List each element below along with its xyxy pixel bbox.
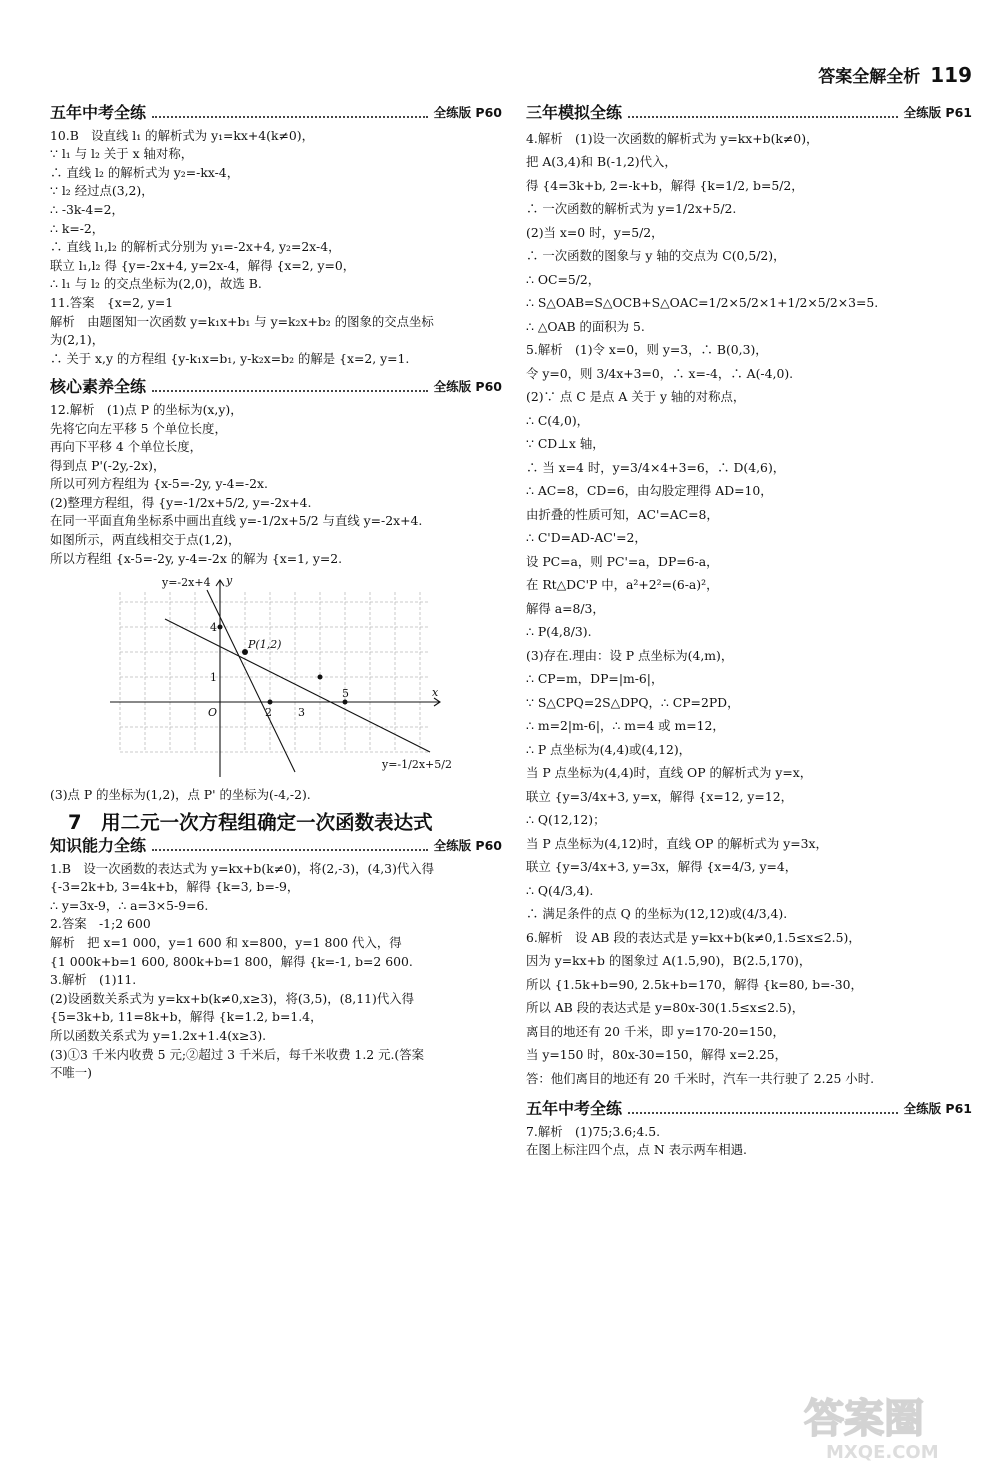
label-line1: y=-2x+4	[162, 576, 211, 590]
answer-line: 由折叠的性质可知，AC'=AC=8，	[526, 506, 719, 522]
answer-line: 在图上标注四个点，点 N 表示两车相遇.	[526, 1142, 747, 1158]
answer-block	[526, 127, 972, 1091]
answer-block	[50, 860, 502, 1083]
answer-line: 5.解析 (1)令 x=0，则 y=3，∴ B(0,3)，	[526, 342, 768, 358]
answer-line: 再向下平移 4 个单位长度，	[50, 439, 203, 455]
answer-block	[50, 127, 502, 369]
answer-line: ∴ 直线 l₂ 的解析式为 y₂=-kx-4，	[50, 164, 240, 180]
answer-line: 所以方程组 {x-5=-2y, y-4=-2x 的解为 {x=1, y=2.	[50, 550, 343, 566]
section-heading: 五年中考全练 全练版 P61	[526, 1099, 972, 1119]
answer-line: ∴ △OAB 的面积为 5.	[526, 318, 645, 334]
answer-line: {1 000k+b=1 600, 800k+b=1 800，解得 {k=-1, b=2 600.	[50, 953, 413, 969]
answer-line: 联立 {y=3/4x+3, y=3x，解得 {x=4/3, y=4，	[526, 859, 798, 875]
svg-text:O: O	[208, 706, 218, 720]
coordinate-graph	[90, 572, 490, 780]
svg-text:2: 2	[265, 706, 272, 720]
answer-line: 4.解析 (1)设一次函数的解析式为 y=kx+b(k≠0)，	[526, 130, 819, 146]
answer-line: ∵ l₁ 与 l₂ 关于 x 轴对称，	[50, 146, 194, 162]
answer-line: ∴ C(4,0)，	[526, 412, 590, 428]
answer-line: {-3=2k+b, 3=4k+b，解得 {k=3, b=-9，	[50, 879, 300, 895]
answer-line: 因为 y=kx+b 的图象过 A(1.5,90)，B(2.5,170)，	[526, 953, 812, 969]
answer-line: (3)①3 千米内收费 5 元;②超过 3 千米后，每千米收费 1.2 元.(答案	[50, 1046, 425, 1062]
answer-line: ∴ Q(12,12)；	[526, 812, 606, 828]
answer-line: 离目的地还有 20 千米，即 y=170-20=150，	[526, 1023, 785, 1039]
answer-line: ∴ 直线 l₁,l₂ 的解析式分别为 y₁=-2x+4, y₂=2x-4，	[50, 239, 341, 255]
answer-line: 7.解析 (1)75;3.6;4.5.	[526, 1123, 661, 1139]
answer-line: (3)点 P 的坐标为(1,2)，点 P' 的坐标为(-4,-2).	[50, 786, 311, 802]
answer-line: ∴ CP=m，DP=|m-6|，	[526, 671, 664, 687]
answer-line: 1.B 设一次函数的表达式为 y=kx+b(k≠0)，将(2,-3)，(4,3)代入得	[50, 860, 435, 876]
section-heading: 核心素养全练 全练版 P60	[50, 377, 502, 397]
answer-line: ∴ m=2|m-6|，∴ m=4 或 m=12，	[526, 718, 725, 734]
answer-line: {5=3k+b, 11=8k+b，解得 {k=1.2, b=1.4，	[50, 1009, 323, 1025]
answer-line: 在 Rt△DC'P 中，a²+2²=(6-a)²，	[526, 577, 719, 593]
svg-text:答案圈: 答案圈	[804, 1396, 924, 1442]
answer-line: 当 y=150 时，80x-30=150，解得 x=2.25，	[526, 1047, 788, 1063]
answer-line: 解析 由题图知一次函数 y=k₁x+b₁ 与 y=k₂x+b₂ 的图象的交点坐标	[50, 313, 434, 329]
answer-line: ∴ 一次函数的解析式为 y=1/2x+5/2.	[526, 201, 737, 217]
answer-line: ∴ k=-2，	[50, 220, 105, 236]
answer-block	[526, 1123, 972, 1160]
answer-line: 所以 {1.5k+b=90, 2.5k+b=170，解得 {k=80, b=-30，	[526, 976, 863, 992]
line-y-neg-half-x	[165, 619, 430, 752]
answer-line: 不唯一)	[50, 1065, 93, 1081]
answer-line: ∴ S△OAB=S△OCB+S△OAC=1/2×5/2×1+1/2×5/2×3=5.	[526, 295, 879, 311]
answer-line: ∴ l₁ 与 l₂ 的交点坐标为(2,0)，故选 B.	[50, 276, 262, 292]
answer-block	[50, 401, 502, 568]
answer-line: 为(2,1)，	[50, 332, 105, 348]
answer-line: ∴ P(4,8/3).	[526, 624, 592, 640]
answer-line: ∴ AC=8，CD=6，由勾股定理得 AD=10，	[526, 483, 773, 499]
answer-line: 3.解析 (1)11.	[50, 972, 137, 988]
answer-line: 11.答案 {x=2, y=1	[50, 294, 174, 310]
answer-line: ∴ C'D=AD-AC'=2，	[526, 530, 647, 546]
section-heading: 三年模拟全练 全练版 P61	[526, 103, 972, 122]
answer-line: 所以 AB 段的表达式是 y=80x-30(1.5≤x≤2.5)，	[526, 1000, 805, 1016]
answer-line: 当 P 点坐标为(4,4)时，直线 OP 的解析式为 y=x，	[526, 765, 813, 781]
page-number: 119	[930, 63, 972, 87]
svg-text:4: 4	[210, 621, 217, 635]
answer-line: 联立 {y=3/4x+3, y=x，解得 {x=12, y=12，	[526, 788, 793, 804]
svg-text:y: y	[226, 574, 233, 588]
answer-line: 10.B 设直线 l₁ 的解析式为 y₁=kx+4(k≠0)，	[50, 127, 315, 143]
page-header	[818, 62, 972, 87]
svg-text:1: 1	[210, 671, 217, 685]
answer-line: ∵ CD⊥x 轴，	[526, 436, 605, 452]
answer-line: 答：他们离目的地还有 20 千米时，汽车一共行驶了 2.25 小时.	[526, 1070, 875, 1086]
answer-line: ∴ -3k-4=2，	[50, 201, 124, 217]
answer-line: (2)整理方程组，得 {y=-1/2x+5/2, y=-2x+4.	[50, 494, 312, 510]
answer-line: 12.解析 (1)点 P 的坐标为(x,y)，	[50, 401, 243, 417]
watermark-logo	[796, 1386, 976, 1464]
right-column	[526, 100, 972, 1160]
answer-line: ∵ l₂ 经过点(3,2)，	[50, 183, 154, 199]
grid	[120, 592, 430, 752]
section-heading: 五年中考全练 全练版 P60	[50, 103, 502, 122]
answer-line: ∴ 关于 x,y 的方程组 {y-k₁x=b₁, y-k₂x=b₂ 的解是 {x=2, y=1.	[50, 350, 410, 366]
left-column	[50, 100, 502, 1083]
answer-line: ∴ 一次函数的图象与 y 轴的交点为 C(0,5/2)，	[526, 248, 786, 264]
answer-line: (2)∵ 点 C 是点 A 关于 y 轴的对称点，	[526, 389, 746, 405]
chapter-title: 7 用二元一次方程组确定一次函数表达式	[68, 811, 433, 835]
answer-line: 解析 把 x=1 000，y=1 600 和 x=800，y=1 800 代入，得	[50, 935, 402, 950]
answer-line: 6.解析 设 AB 段的表达式是 y=kx+b(k≠0,1.5≤x≤2.5)，	[526, 929, 861, 945]
svg-text:MXQE.COM: MXQE.COM	[826, 1442, 939, 1463]
answer-line: 当 P 点坐标为(4,12)时，直线 OP 的解析式为 y=3x，	[526, 835, 828, 851]
answer-line: ∴ 满足条件的点 Q 的坐标为(12,12)或(4/3,4).	[526, 906, 788, 922]
answer-line: (3)存在.理由：设 P 点坐标为(4,m)，	[526, 647, 734, 663]
answer-line: 如图所示，两直线相交于点(1,2)，	[50, 532, 241, 548]
answer-line: ∴ OC=5/2，	[526, 271, 601, 287]
answer-line: 2.答案 -1;2 600	[50, 916, 151, 932]
answer-line: 设 PC=a，则 PC'=a，DP=6-a，	[526, 553, 719, 569]
answer-line: ∴ y=3x-9，∴ a=3×5-9=6.	[50, 897, 209, 913]
answer-line: (2)当 x=0 时，y=5/2，	[526, 224, 664, 240]
answer-line: 得 {4=3k+b, 2=-k+b，解得 {k=1/2, b=5/2，	[526, 177, 804, 193]
answer-line: 先将它向左平移 5 个单位长度，	[50, 420, 227, 436]
svg-text:x: x	[432, 686, 439, 700]
section-heading: 知识能力全练 全练版 P60	[50, 836, 502, 856]
answer-line: (2)设函数关系式为 y=kx+b(k≠0,x≥3)，将(3,5)，(8,11)代入得	[50, 990, 415, 1006]
answer-line: 令 y=0，则 3/4x+3=0，∴ x=-4，∴ A(-4,0).	[526, 365, 794, 381]
answer-line: ∵ S△CPQ=2S△DPQ，∴ CP=2PD，	[526, 694, 740, 710]
label-line2: y=-1/2x+5/2	[382, 758, 452, 772]
svg-text:3: 3	[298, 706, 305, 720]
answer-line: ∴ 当 x=4 时，y=3/4×4+3=6，∴ D(4,6)，	[526, 459, 786, 475]
header-title: 答案全解全析	[818, 67, 921, 87]
answer-line: 得到点 P'(-2y,-2x)，	[50, 457, 166, 473]
answer-line: 在同一平面直角坐标系中画出直线 y=-1/2x+5/2 与直线 y=-2x+4.	[50, 513, 423, 529]
answer-line: 解得 a=8/3，	[526, 600, 605, 616]
answer-line: 联立 l₁,l₂ 得 {y=-2x+4, y=2x-4，解得 {x=2, y=0，	[50, 257, 356, 273]
answer-line: 把 A(3,4)和 B(-1,2)代入，	[526, 154, 677, 170]
answer-line: ∴ P 点坐标为(4,4)或(4,12)，	[526, 741, 692, 757]
svg-text:P(1,2): P(1,2)	[248, 638, 282, 652]
answer-line: 所以可列方程组为 {x-5=-2y, y-4=-2x.	[50, 476, 268, 492]
svg-text:5: 5	[342, 687, 349, 701]
answer-line: 所以函数关系式为 y=1.2x+1.4(x≥3).	[50, 1027, 267, 1043]
answer-line: ∴ Q(4/3,4).	[526, 882, 594, 898]
